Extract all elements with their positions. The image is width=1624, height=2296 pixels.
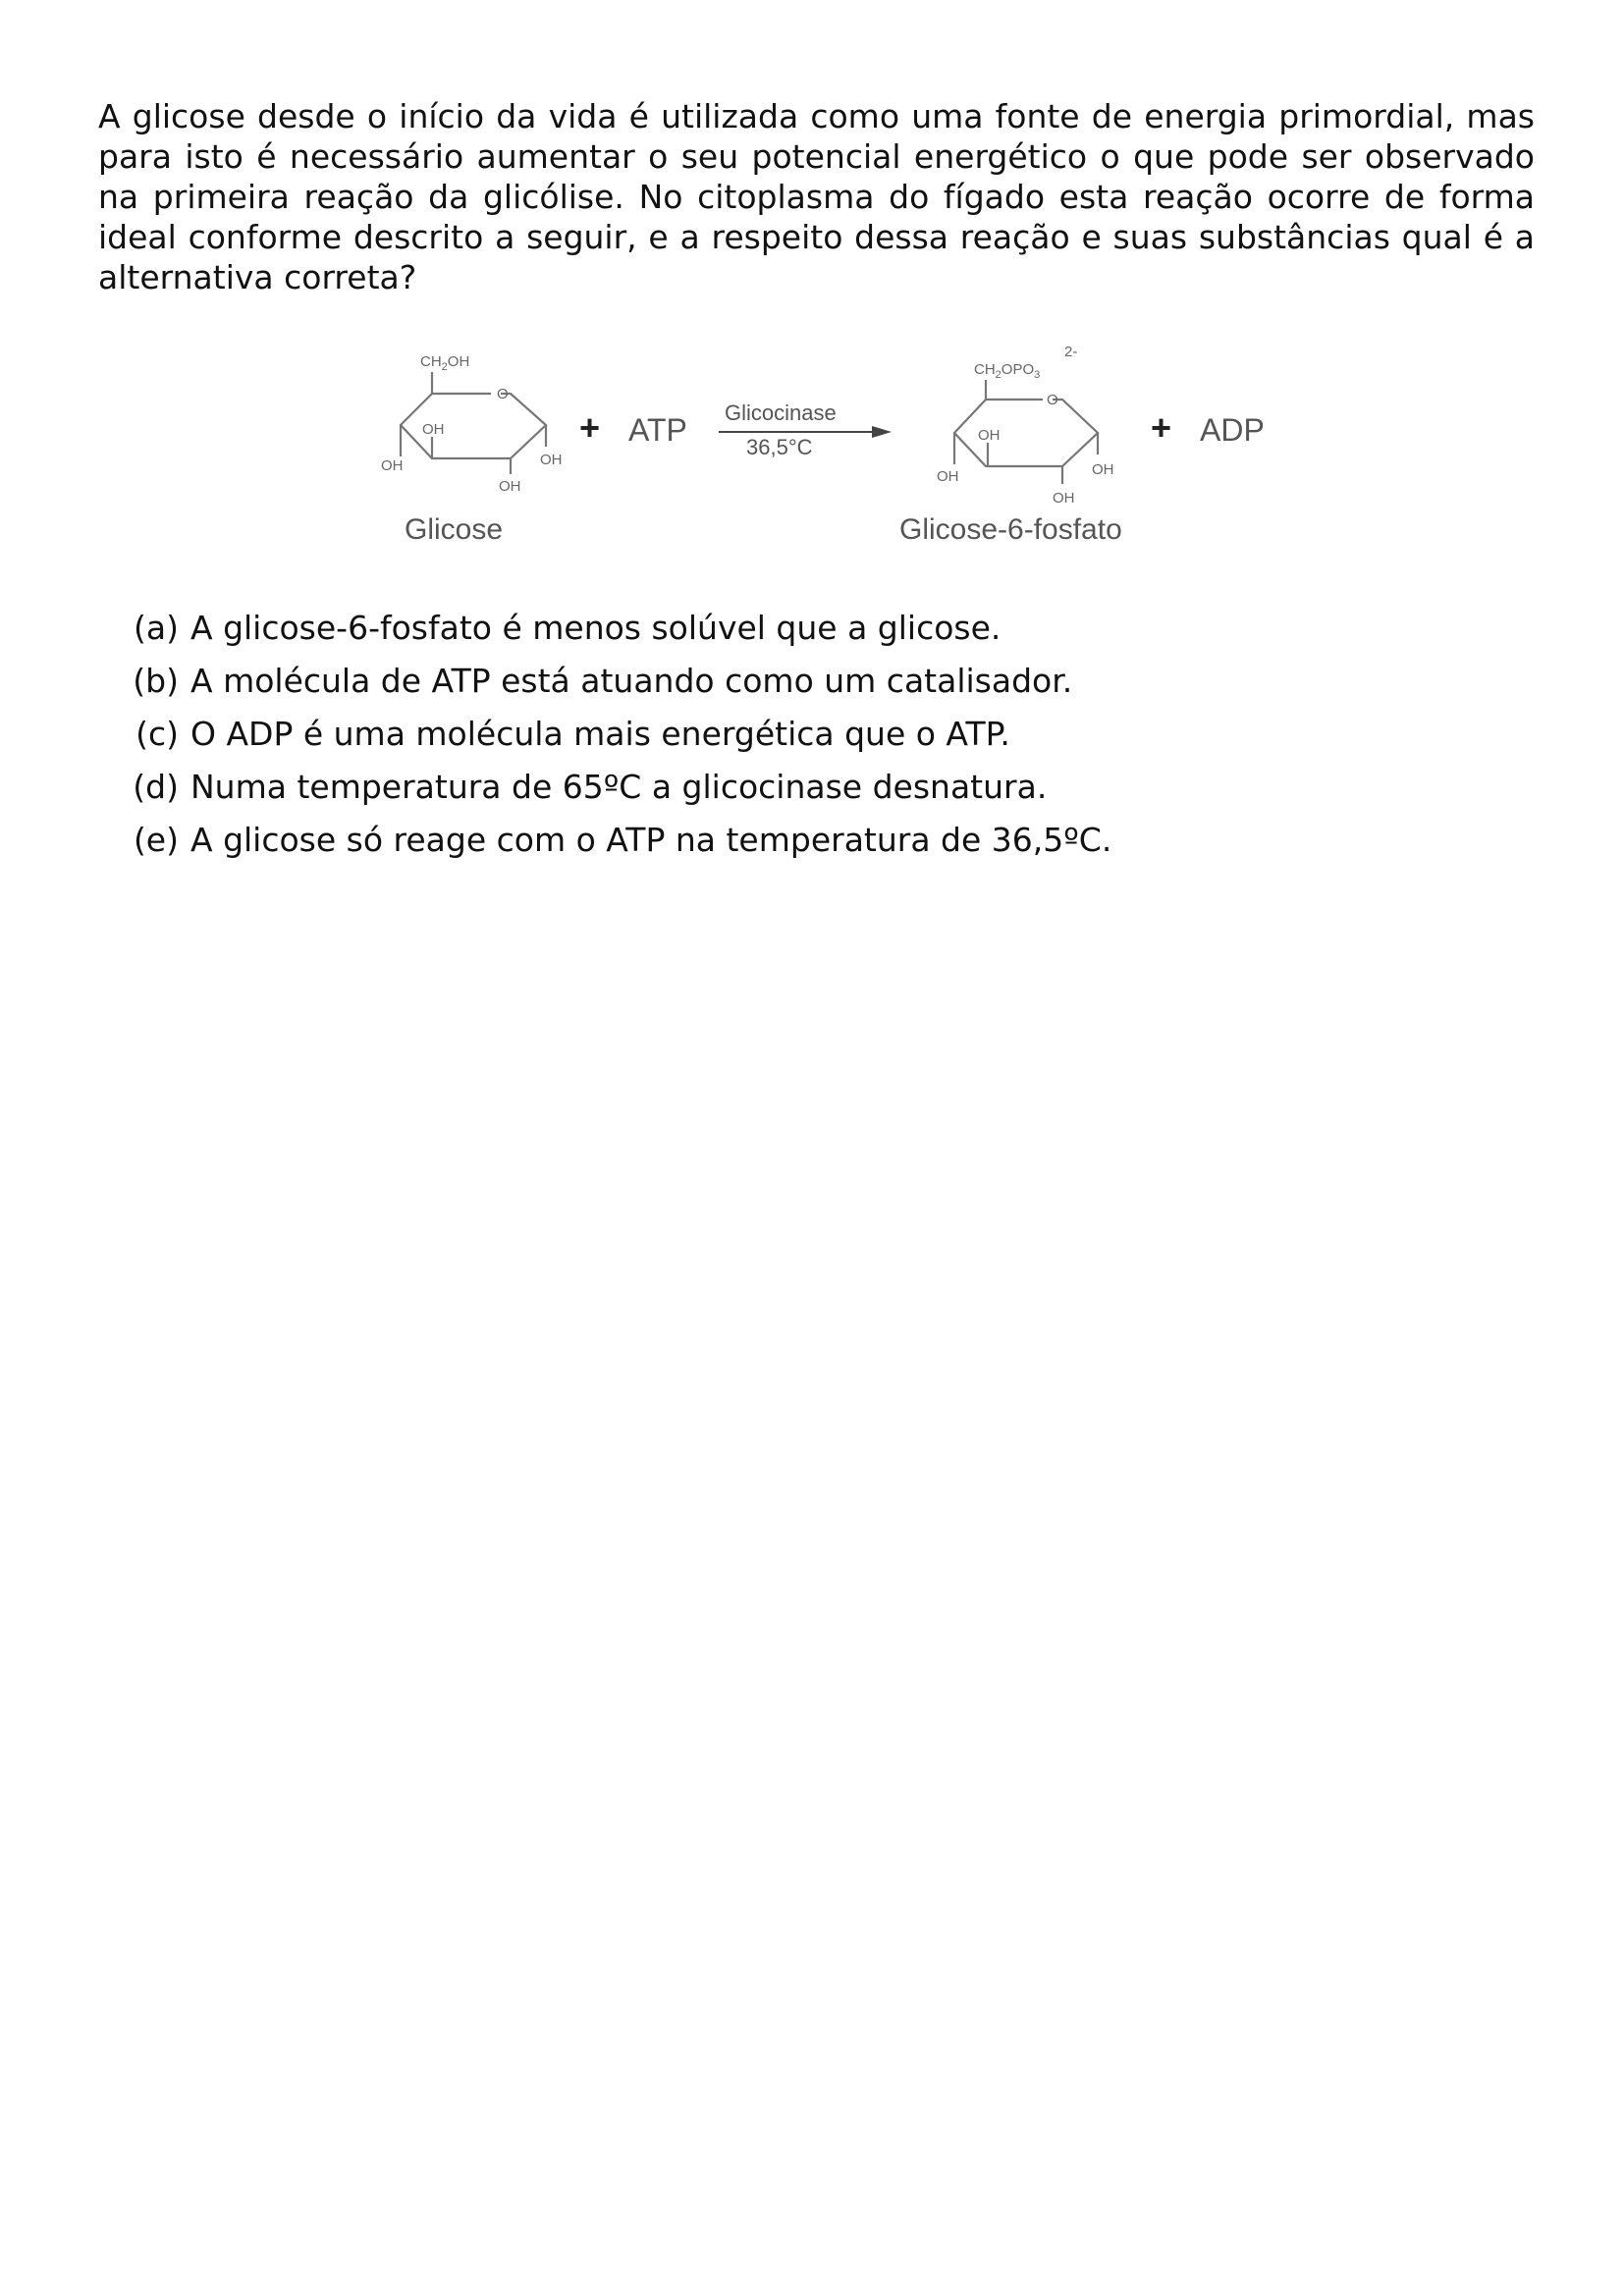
option-text: Numa temperatura de 65ºC a glicocinase desnatura. (190, 768, 1048, 806)
answer-options (116, 609, 1490, 874)
option-e[interactable] (116, 821, 1490, 874)
plus-sign-left: + (579, 407, 601, 448)
option-a[interactable] (116, 609, 1490, 662)
option-letter: (d) (133, 768, 179, 806)
option-text: A glicose-6-fosfato é menos solúvel que a glicose. (190, 609, 1001, 647)
option-text: O ADP é uma molécula mais energética que o ATP. (190, 715, 1010, 753)
option-letter: (c) (135, 715, 179, 753)
glucose-oh-1: OH (422, 421, 445, 438)
reaction-figure (353, 339, 1296, 564)
glucose-6-phosphate-structure (899, 344, 1122, 546)
g6p-charge: 2- (1064, 344, 1078, 360)
reaction-arrow (719, 400, 892, 459)
g6p-ring-oxygen: O (1047, 392, 1058, 408)
option-letter: (e) (133, 821, 179, 859)
option-c[interactable] (116, 715, 1490, 768)
question-text: A glicose desde o início da vida é utilizada como uma fonte de energia primordial, mas para isto é necessário aumentar o seu potencial energético o que pode ser observado na primeira reação da glicólise. No citoplasma do fígado esta reação ocorre de forma ideal conforme descrito a seguir, e a respeito dessa reação e suas substâncias qual é a alternativa correta? (98, 97, 1535, 296)
temperature-label: 36,5°C (746, 435, 813, 459)
g6p-oh-2: OH (937, 468, 959, 485)
glucose-oh-2: OH (381, 457, 404, 474)
option-text: A molécula de ATP está atuando como um catalisador. (190, 662, 1073, 700)
g6p-name: Glicose-6-fosfato (899, 513, 1122, 546)
enzyme-label: Glicocinase (725, 400, 837, 425)
g6p-oh-4: OH (1092, 461, 1114, 478)
g6p-ch2opo3-label: $CH_2OPO_3$ (974, 361, 1041, 381)
option-letter: (a) (134, 609, 179, 647)
option-letter: (b) (133, 662, 179, 700)
reagent-atp: ATP (628, 412, 687, 448)
reaction-diagram (353, 339, 1296, 564)
glucose-ring-oxygen: O (497, 386, 509, 402)
glucose-ch2oh-label: $CH_2OH$ (420, 353, 470, 373)
byproduct-adp: ADP (1200, 412, 1265, 448)
glucose-oh-3: OH (499, 478, 521, 495)
glucose-oh-4: OH (540, 452, 563, 468)
option-d[interactable] (116, 768, 1490, 821)
plus-sign-right: + (1151, 407, 1172, 448)
glucose-structure (381, 353, 563, 546)
glucose-name: Glicose (405, 513, 504, 546)
g6p-oh-3: OH (1053, 490, 1075, 507)
option-b[interactable] (116, 662, 1490, 715)
option-text: A glicose só reage com o ATP na temperatura de 36,5ºC. (190, 821, 1112, 859)
g6p-oh-1: OH (978, 427, 1001, 444)
